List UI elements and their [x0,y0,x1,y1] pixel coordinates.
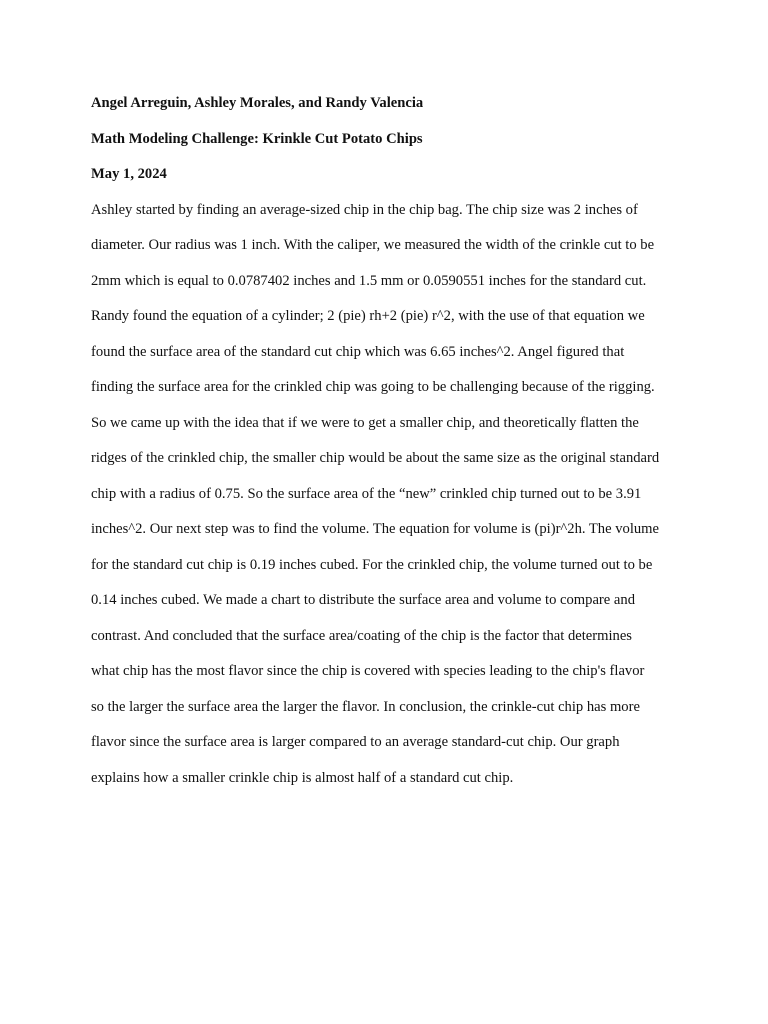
paragraph-line: Randy found the equation of a cylinder; 2 (pie) rh+2 (pie) r^2, with the use of that equation we [91,308,645,324]
paragraph-line: 0.14 inches cubed. We made a chart to distribute the surface area and volume to compare and [91,592,635,608]
paragraph-line: found the surface area of the standard cut chip which was 6.65 inches^2. Angel figured that [91,343,625,360]
paragraph-line: explains how a smaller crinkle chip is almost half of a standard cut chip. [91,769,514,786]
paragraph-line: contrast. And concluded that the surface area/coating of the chip is the factor that determines [91,627,632,644]
paragraph-line: flavor since the surface area is larger compared to an average standard-cut chip. Our graph [91,734,620,750]
paragraph-line: for the standard cut chip is 0.19 inches cubed. For the crinkled chip, the volume turned out to be [91,556,653,573]
document-date: May 1, 2024 [91,166,167,182]
authors-line: Angel Arreguin, Ashley Morales, and Randy Valencia [91,95,424,111]
paragraph-line: finding the surface area for the crinkled chip was going to be challenging because of the rigging. [91,379,655,395]
paragraph-line: So we came up with the idea that if we were to get a smaller chip, and theoretically flatten the [91,414,639,431]
paragraph-line: chip with a radius of 0.75. So the surface area of the “new” crinkled chip turned out to be 3.91 [91,485,642,502]
paragraph-line: 2mm which is equal to 0.0787402 inches and 1.5 mm or 0.0590551 inches for the standard cut. [91,272,647,289]
paragraph-line: inches^2. Our next step was to find the volume. The equation for volume is (pi)r^2h. The volume [91,521,660,537]
body-paragraph [91,197,691,791]
paragraph-line: Ashley started by finding an average-sized chip in the chip bag. The chip size was 2 inches of [91,201,638,218]
document-title: Math Modeling Challenge: Krinkle Cut Potato Chips [91,130,423,147]
document-body [91,90,691,800]
paragraph-line: diameter. Our radius was 1 inch. With the caliper, we measured the width of the crinkle cut to be [91,237,655,253]
paragraph-line: ridges of the crinkled chip, the smaller chip would be about the same size as the original standard [91,450,660,466]
paragraph-line: so the larger the surface area the larger the flavor. In conclusion, the crinkle-cut chip has more [91,698,640,715]
paragraph-line: what chip has the most flavor since the chip is covered with species leading to the chip's flavor [91,663,645,679]
